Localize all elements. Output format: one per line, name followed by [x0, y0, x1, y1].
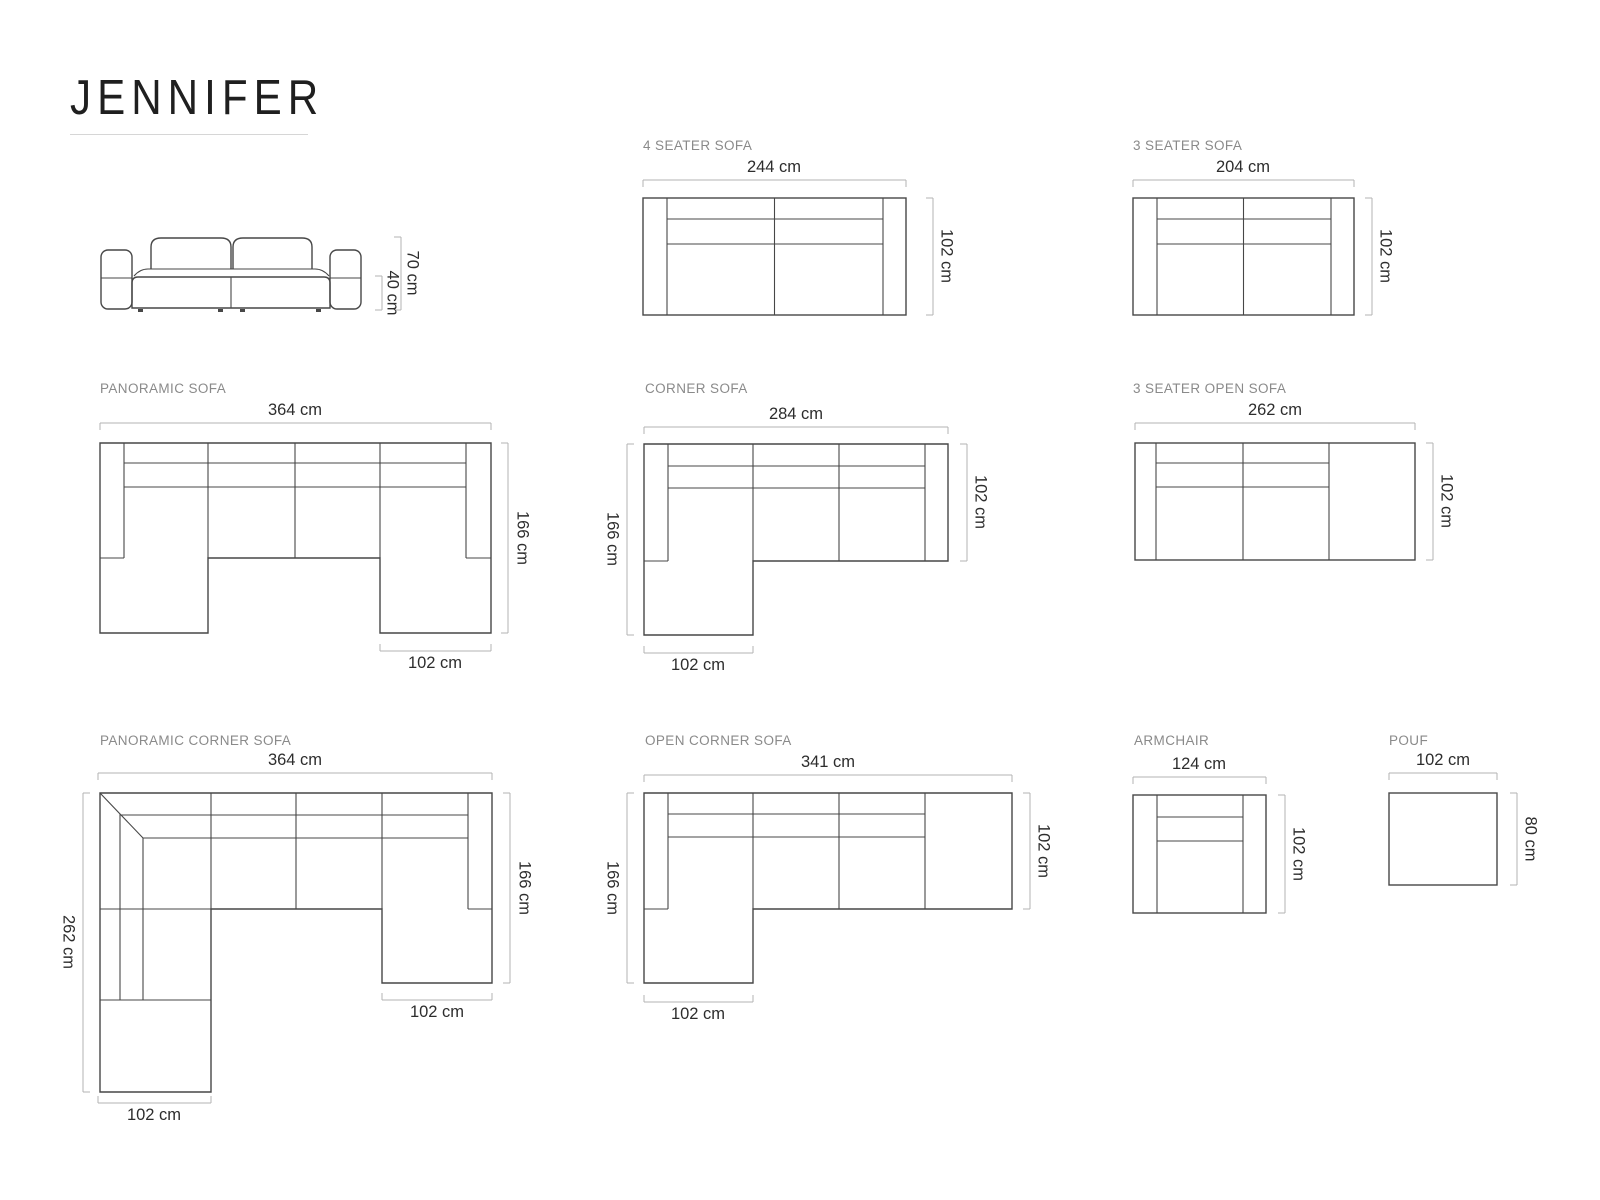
chaise-dimension-line: [644, 995, 753, 1002]
width-dimension-line: [1133, 180, 1354, 187]
panoramic-corner-depth-label: 166 cm: [515, 860, 534, 916]
right-armrest: [330, 250, 361, 309]
open-corner-sofa-drawing: [627, 775, 1030, 1002]
width-dimension-line: [98, 773, 492, 780]
left-back-cushion: [151, 238, 231, 269]
side-dimension-line: [83, 793, 90, 1092]
pouf-title: POUF: [1389, 733, 1429, 748]
3-seater-open-sofa-drawing: [1135, 423, 1433, 560]
depth-dimension-line: [1426, 443, 1433, 560]
bottom-chaise-dimension-line: [98, 1096, 211, 1103]
body-depth-dimension-line: [1023, 793, 1030, 909]
foot: [316, 309, 321, 312]
corner-chaise-label: 102 cm: [670, 656, 726, 674]
elevation-seat-height-label: 40 cm: [383, 270, 402, 316]
body-depth-dimension-line: [960, 444, 967, 561]
panoramic-corner-title: PANORAMIC CORNER SOFA: [100, 733, 292, 748]
3-seater-open-depth-label: 102 cm: [1437, 473, 1456, 529]
4-seater-depth-label: 102 cm: [937, 228, 956, 284]
4-seater-title: 4 SEATER SOFA: [643, 138, 753, 153]
sofa-outline: [644, 793, 1012, 983]
width-dimension-line: [1135, 423, 1415, 430]
corner-width-label: 284 cm: [768, 405, 824, 423]
corner-body-depth-label: 102 cm: [971, 474, 990, 530]
left-armrest: [101, 250, 132, 309]
sofa-inner-lines: [100, 443, 491, 558]
open-corner-title: OPEN CORNER SOFA: [645, 733, 792, 748]
panoramic-corner-sofa-drawing: [83, 773, 510, 1103]
sofa-inner-lines: [1156, 443, 1329, 560]
depth-dimension-line: [1510, 793, 1517, 885]
sofa-inner-lines: [100, 793, 492, 1000]
corner-depth-label: 166 cm: [603, 511, 622, 567]
pouf-drawing: [1389, 773, 1517, 885]
front-elevation-drawing: [101, 237, 401, 312]
armchair-width-label: 124 cm: [1171, 755, 1227, 773]
depth-dimension-line: [501, 443, 508, 633]
open-corner-width-label: 341 cm: [800, 753, 856, 771]
panoramic-corner-bottom-chaise-label: 102 cm: [126, 1106, 182, 1124]
4-seater-sofa-drawing: [643, 180, 933, 315]
corner-title: CORNER SOFA: [645, 381, 748, 396]
corner-sofa-drawing: [627, 427, 967, 653]
foot: [138, 309, 143, 312]
open-corner-body-depth-label: 102 cm: [1034, 823, 1053, 879]
sofa-inner-lines: [644, 793, 925, 909]
pouf-width-label: 102 cm: [1415, 751, 1471, 769]
sofa-inner-lines: [667, 198, 883, 315]
depth-dimension-line: [1365, 198, 1372, 315]
width-dimension-line: [1133, 777, 1266, 784]
seat-height-dimension-line: [375, 276, 382, 310]
width-dimension-line: [643, 180, 906, 187]
chaise-dimension-line: [644, 646, 753, 653]
pouf-depth-label: 80 cm: [1521, 816, 1540, 862]
depth-dimension-line: [503, 793, 510, 983]
3-seater-open-title: 3 SEATER OPEN SOFA: [1133, 381, 1287, 396]
3-seater-width-label: 204 cm: [1215, 158, 1271, 176]
panoramic-corner-side-chaise-label: 102 cm: [409, 1003, 465, 1021]
sofa-outline: [644, 444, 948, 635]
panoramic-corner-width-label: 364 cm: [267, 751, 323, 769]
3-seater-open-width-label: 262 cm: [1247, 401, 1303, 419]
panoramic-sofa-drawing: [100, 423, 508, 651]
3-seater-title: 3 SEATER SOFA: [1133, 138, 1243, 153]
open-corner-depth-label: 166 cm: [603, 860, 622, 916]
panoramic-width-label: 364 cm: [267, 401, 323, 419]
width-dimension-line: [644, 427, 948, 434]
chaise-dimension-line: [380, 644, 491, 651]
width-dimension-line: [644, 775, 1012, 782]
panoramic-depth-label: 166 cm: [513, 510, 532, 566]
width-dimension-line: [1389, 773, 1497, 780]
depth-dimension-line: [926, 198, 933, 315]
foot: [240, 309, 245, 312]
armchair-drawing: [1133, 777, 1285, 913]
width-dimension-line: [100, 423, 491, 430]
depth-dimension-line: [627, 444, 634, 635]
armchair-inner-lines: [1157, 795, 1243, 913]
armchair-outline: [1133, 795, 1266, 913]
sofa-inner-lines: [644, 444, 925, 561]
armchair-title: ARMCHAIR: [1134, 733, 1210, 748]
sofa-inner-lines: [1157, 198, 1331, 315]
seat-deck-line: [134, 269, 329, 276]
depth-dimension-line: [1278, 795, 1285, 913]
panoramic-chaise-label: 102 cm: [407, 654, 463, 672]
panoramic-corner-side-label: 262 cm: [59, 914, 78, 970]
panoramic-title: PANORAMIC SOFA: [100, 381, 227, 396]
elevation-height-label: 70 cm: [403, 250, 422, 296]
foot: [218, 309, 223, 312]
right-back-cushion: [233, 238, 312, 269]
3-seater-depth-label: 102 cm: [1376, 228, 1395, 284]
brand-title: JENNIFER: [70, 71, 325, 125]
side-chaise-dimension-line: [382, 993, 492, 1000]
open-corner-chaise-label: 102 cm: [670, 1005, 726, 1023]
sofa-outline: [1135, 443, 1415, 560]
3-seater-sofa-drawing: [1133, 180, 1372, 315]
depth-dimension-line: [627, 793, 634, 983]
4-seater-width-label: 244 cm: [746, 158, 802, 176]
pouf-outline: [1389, 793, 1497, 885]
armchair-depth-label: 102 cm: [1289, 826, 1308, 882]
